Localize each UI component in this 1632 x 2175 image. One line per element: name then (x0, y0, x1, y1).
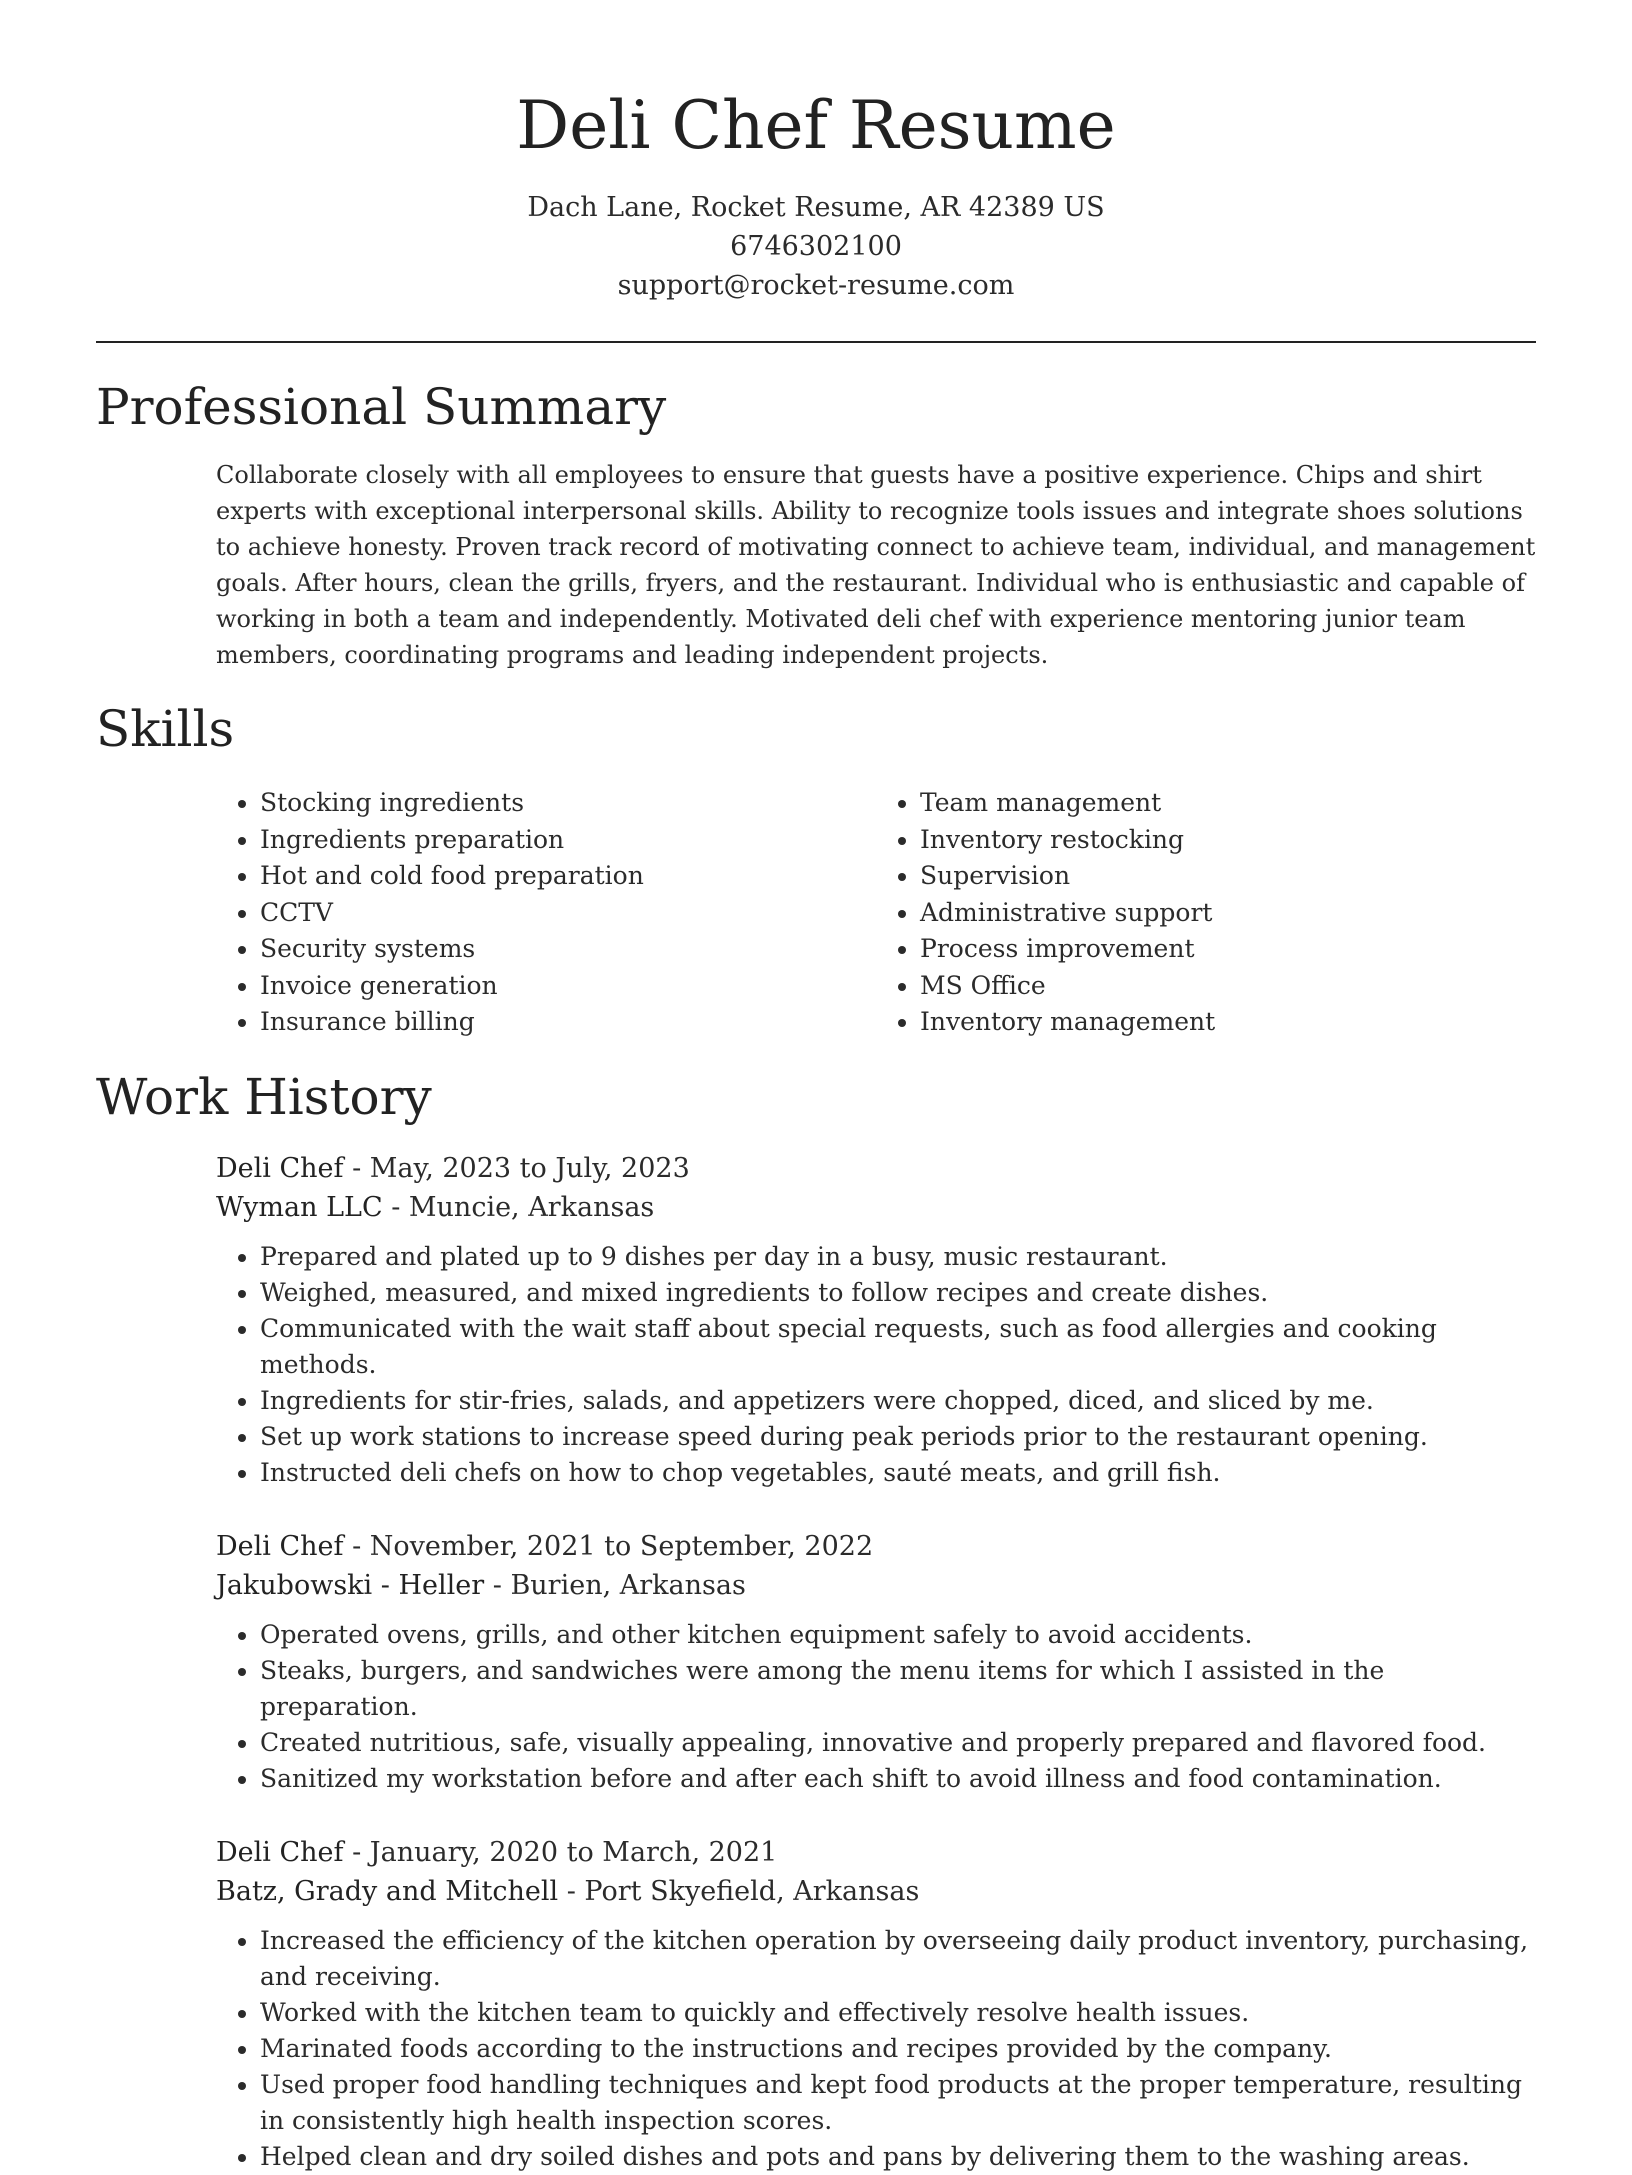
job-bullets (216, 1617, 1536, 1797)
skill-item: • MS Office (920, 968, 1536, 1005)
job-bullet: • Weighed, measured, and mixed ingredients to follow recipes and create dishes. (260, 1275, 1536, 1311)
resume-title: Deli Chef Resume (516, 87, 1116, 164)
skill-item: • Inventory management (920, 1004, 1536, 1041)
job-bullet: • Instructed deli chefs on how to chop vegetables, sauté meats, and grill fish. (260, 1455, 1536, 1491)
job-entry (216, 1149, 1536, 1491)
job-entry (216, 1833, 1536, 2175)
job-role-line (216, 1527, 1536, 1566)
job-dates: - January, 2020 to March, 2021 (343, 1836, 778, 1868)
job-bullet: • Steaks, burgers, and sandwiches were among the menu items for which I assisted in the preparation. (260, 1653, 1536, 1725)
job-dates: - November, 2021 to September, 2022 (343, 1530, 874, 1562)
job-bullet: • Prepared and plated up to 9 dishes per day in a busy, music restaurant. (260, 1239, 1536, 1275)
skill-item: • Supervision (920, 858, 1536, 895)
job-bullet: • Communicated with the wait staff about special requests, such as food allergies and cooking methods. (260, 1311, 1536, 1383)
skill-item: • Security systems (260, 931, 876, 968)
work-history-heading: Work History (96, 1067, 432, 1126)
skills-list-right (876, 785, 1536, 1041)
job-location: - Port Skyefield, Arkansas (558, 1875, 920, 1907)
job-company: Jakubowski - Heller (216, 1569, 485, 1601)
job-role: Deli Chef (216, 1530, 344, 1562)
job-bullet: • Created nutritious, safe, visually appealing, innovative and properly prepared and flavored food. (260, 1725, 1536, 1761)
contact-phone: 6746302100 (730, 231, 902, 262)
job-bullet: • Used proper food handling techniques and kept food products at the proper temperature, resulting in consistently high health inspection scores. (260, 2067, 1536, 2139)
job-location: - Muncie, Arkansas (382, 1191, 655, 1223)
skill-item: • Invoice generation (260, 968, 876, 1005)
contact-block (96, 188, 1536, 305)
job-role: Deli Chef (216, 1152, 344, 1184)
job-bullet: • Worked with the kitchen team to quickly and effectively resolve health issues. (260, 1995, 1536, 2031)
job-company-line (216, 1872, 1536, 1911)
job-bullet: • Operated ovens, grills, and other kitchen equipment safely to avoid accidents. (260, 1617, 1536, 1653)
job-role-line (216, 1833, 1536, 1872)
resume-header (96, 0, 1536, 305)
job-location: - Burien, Arkansas (484, 1569, 746, 1601)
header-divider (96, 341, 1536, 343)
job-bullet: • Marinated foods according to the instructions and recipes provided by the company. (260, 2031, 1536, 2067)
job-role-line (216, 1149, 1536, 1188)
job-company: Wyman LLC (216, 1191, 383, 1223)
skill-item: • Team management (920, 785, 1536, 822)
job-dates: - May, 2023 to July, 2023 (343, 1152, 690, 1184)
skills-list-left (216, 785, 876, 1041)
job-company-line (216, 1566, 1536, 1605)
job-company: Batz, Grady and Mitchell (216, 1875, 559, 1907)
skill-item: • Insurance billing (260, 1004, 876, 1041)
contact-address: Dach Lane, Rocket Resume, AR 42389 US (527, 192, 1105, 223)
job-bullet: • Sanitized my workstation before and after each shift to avoid illness and food contamination. (260, 1761, 1536, 1797)
skill-item: • Stocking ingredients (260, 785, 876, 822)
job-bullet: • Set up work stations to increase speed during peak periods prior to the restaurant opening. (260, 1419, 1536, 1455)
skill-item: • Ingredients preparation (260, 822, 876, 859)
job-company-line (216, 1188, 1536, 1227)
skills-heading: Skills (96, 700, 235, 758)
skills-grid (216, 785, 1536, 1041)
job-bullet: • Increased the efficiency of the kitchen operation by overseeing daily product inventory, purchasing, and receiving. (260, 1923, 1536, 1995)
job-bullet: • Ingredients for stir-fries, salads, and appetizers were chopped, diced, and sliced by me. (260, 1383, 1536, 1419)
skill-item: • Process improvement (920, 931, 1536, 968)
job-bullet: • Helped clean and dry soiled dishes and pots and pans by delivering them to the washing areas. (260, 2139, 1536, 2175)
skill-item: • Inventory restocking (920, 822, 1536, 859)
summary-text: Collaborate closely with all employees to ensure that guests have a positive experience. Chips and shirt experts with exceptional interpersonal skills. Ability to recognize tools issues and integrate shoes solutions to achieve honesty. Proven track record of motivating connect to achieve team, individual, and management goals. After hours, clean the grills, fryers, and the restaurant. Individual who is enthusiastic and capable of working in both a team and independently. Motivated deli chef with experience mentoring junior team members, coordinating programs and leading independent projects. (216, 461, 1536, 669)
skill-item: • CCTV (260, 895, 876, 932)
job-entry (216, 1527, 1536, 1797)
job-role: Deli Chef (216, 1836, 344, 1868)
summary-heading: Professional Summary (96, 378, 667, 436)
resume-page (96, 0, 1536, 2175)
job-bullets (216, 1923, 1536, 2175)
job-bullets (216, 1239, 1536, 1491)
contact-email: support@rocket-resume.com (617, 270, 1015, 301)
skill-item: • Administrative support (920, 895, 1536, 932)
skill-item: • Hot and cold food preparation (260, 858, 876, 895)
